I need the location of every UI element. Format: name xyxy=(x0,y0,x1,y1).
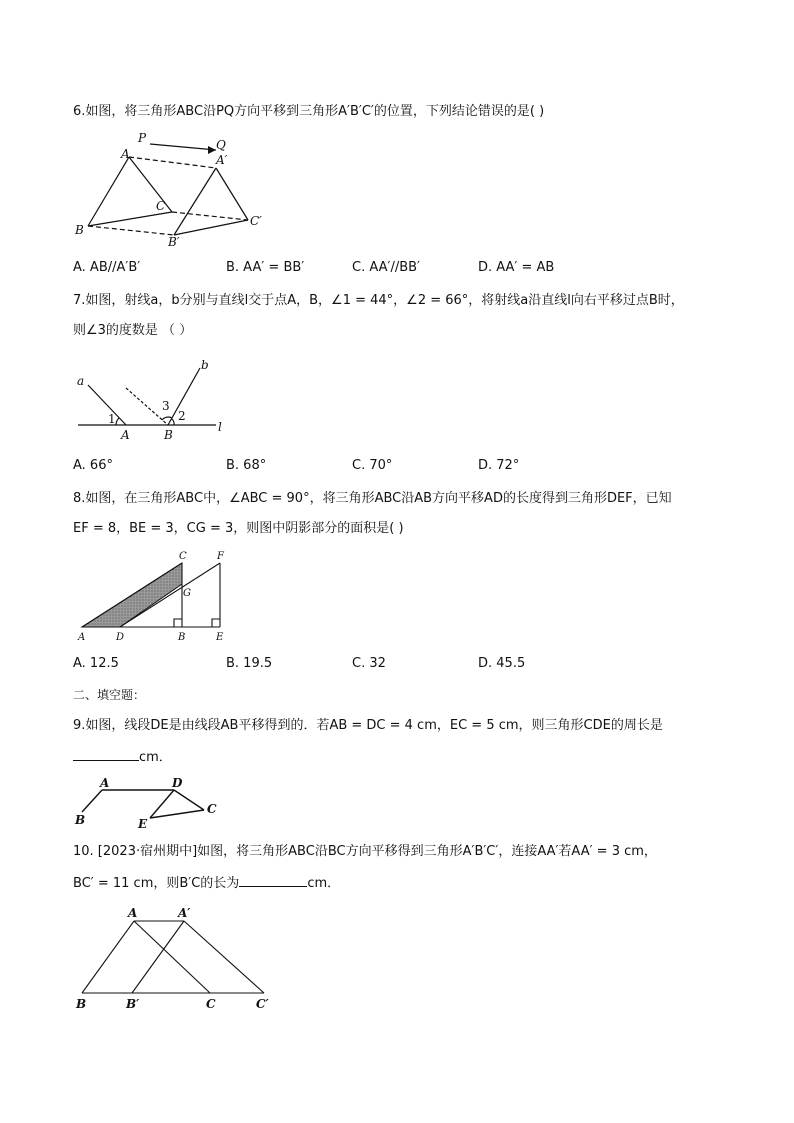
q7-label-3: 3 xyxy=(162,399,170,413)
q10-unit: cm． xyxy=(307,876,341,891)
q10-label-A2: A′ xyxy=(178,906,191,920)
q6-option-d: D. AA′ = AB xyxy=(478,260,555,275)
section-heading: 二、填空题： xyxy=(73,688,146,702)
q7-option-d: D. 72° xyxy=(478,458,520,473)
q8-label-E: E xyxy=(216,632,224,643)
q6-label-A: A xyxy=(121,147,130,161)
q7-label-A: A xyxy=(121,428,130,442)
q10-stem-line1: 10. [2023·宿州期中]如图，将三角形ABC沿BC方向平移得到三角形A′B′C′，连接AA′若AA′ = 3 cm， xyxy=(73,844,657,859)
q7-label-1: 1 xyxy=(108,412,116,426)
q6-option-b: B. AA′ = BB′ xyxy=(226,260,305,275)
q6-label-B: B xyxy=(75,223,84,237)
q6-label-A2: A′ xyxy=(216,153,228,167)
q9-label-B: B xyxy=(75,813,86,827)
q8-figure xyxy=(70,548,240,646)
q6-label-B2: B′ xyxy=(168,235,180,249)
q6-label-C2: C′ xyxy=(250,214,262,228)
q9-label-A: A xyxy=(100,776,110,790)
q8-label-D: D xyxy=(116,632,125,643)
q8-option-d: D. 45.5 xyxy=(478,656,526,671)
q9-stem-line2 xyxy=(73,748,172,767)
q7-figure xyxy=(70,352,240,444)
q10-figure xyxy=(70,902,280,1012)
q6-option-c: C. AA′//BB′ xyxy=(352,260,420,275)
q8-option-a: A. 12.5 xyxy=(73,656,119,671)
q10-label-C2: C′ xyxy=(256,997,269,1011)
q6-label-P: P xyxy=(138,131,147,145)
q8-option-b: B. 19.5 xyxy=(226,656,273,671)
q6-figure xyxy=(70,128,280,250)
q7-option-a: A. 66° xyxy=(73,458,113,473)
q10-label-B2: B′ xyxy=(126,997,140,1011)
q10-label-B: B xyxy=(76,997,87,1011)
q8-label-A: A xyxy=(78,632,86,643)
q9-stem-line1: 9.如图，线段DE是由线段AB平移得到的．若AB = DC = 4 cm，EC = 5 cm，则三角形CDE的周长是 xyxy=(73,718,663,733)
q7-option-c: C. 70° xyxy=(352,458,393,473)
q8-stem-line2: EF = 8，BE = 3，CG = 3，则图中阴影部分的面积是( ) xyxy=(73,521,404,536)
q7-stem-line1: 7.如图，射线a，b分别与直线l交于点A，B，∠1 = 44°，∠2 = 66°，将射线a沿直线l向右平移过点B时， xyxy=(73,293,684,308)
q7-label-a: a xyxy=(77,374,85,388)
q9-label-E: E xyxy=(138,817,148,831)
q7-stem-line2: 则∠3的度数是 （ ） xyxy=(73,323,193,338)
q9-answer-blank[interactable] xyxy=(73,748,139,761)
q9-unit: cm． xyxy=(139,750,172,765)
q8-label-G: G xyxy=(183,588,191,599)
q7-label-B: B xyxy=(164,428,173,442)
q9-figure xyxy=(70,772,250,832)
q8-stem-line1: 8.如图，在三角形ABC中，∠ABC = 90°，将三角形ABC沿AB方向平移AD的长度得到三角形DEF，已知 xyxy=(73,491,672,506)
q9-label-C: C xyxy=(207,802,217,816)
q10-answer-blank[interactable] xyxy=(239,874,307,887)
q10-stem-line2 xyxy=(73,874,340,893)
q7-label-b: b xyxy=(201,358,209,372)
q8-label-B: B xyxy=(178,632,186,643)
q9-label-D: D xyxy=(172,776,183,790)
q6-stem: 6.如图，将三角形ABC沿PQ方向平移到三角形A′B′C′的位置，下列结论错误的是( ) xyxy=(73,104,545,119)
q10-stem-line2-text: BC′ = 11 cm，则B′C的长为 xyxy=(73,876,240,891)
q6-label-Q: Q xyxy=(216,138,226,152)
q7-label-l: l xyxy=(218,420,222,434)
q10-label-A: A xyxy=(128,906,138,920)
q7-label-2: 2 xyxy=(178,409,186,423)
q8-label-C: C xyxy=(179,551,187,562)
q7-option-b: B. 68° xyxy=(226,458,267,473)
q10-label-C: C xyxy=(206,997,216,1011)
q6-label-C: C xyxy=(156,199,166,213)
q8-option-c: C. 32 xyxy=(352,656,386,671)
q8-label-F: F xyxy=(217,551,224,562)
q6-option-a: A. AB//A′B′ xyxy=(73,260,141,275)
